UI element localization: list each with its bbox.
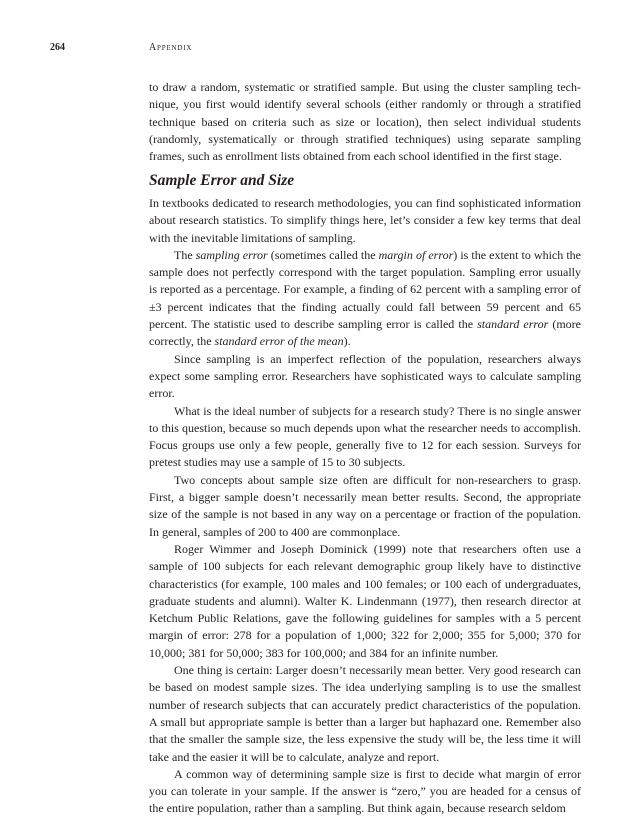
text-run: ).	[343, 334, 351, 349]
running-head	[50, 41, 603, 55]
paragraph-ideal-number: What is the ideal number of subjects for a research study? There is no single answer to this question, because so much depends upon what the researcher needs to accomplish. Focus groups use only a few people, generally five to 12 for each session. Surveys for pretest studies may use a sample of 15 to 30 subjects.	[149, 403, 581, 470]
paragraph-two-concepts: Two concepts about sample size often are difficult for non-researchers to grasp. First, a bigger sample doesn’t necessarily mean better results. Second, the appropriate size of the sample is not based in any way on a percentage or fraction of the population. In general, samples of 200 to 400 are commonplace.	[149, 472, 581, 539]
term-standard-error-of-mean: standard error of the mean	[214, 334, 344, 349]
paragraph-determining-size: A common way of determining sample size is first to decide what margin of error you can tolerate in your sample. If the answer is “zero,” you are headed for a census of the entire population, rather than a sampling. But think again, because research seldom	[149, 766, 581, 816]
paragraph-wimmer-dominick: Roger Wimmer and Joseph Dominick (1999) note that researchers often use a sample of 100 subjects for each relevant demographic group likely have to distinctive characteristics (for example, 100 males and 100 females; or 100 each of undergraduates, graduate students and alumni). Walter K. Lindenmann (1977), then research director at Ketchum Public Relations, gave the following guidelines for samples with a 5 percent margin of error: 278 for a population of 1,000; 322 for 2,000; 355 for 5,000; 370 for 10,000; 381 for 50,000; 383 for 100,000; and 384 for an infinite number.	[149, 541, 581, 660]
intro-paragraph: to draw a random, systematic or stratified sample. But using the cluster sampling technique, you first would identify several schools (either randomly or through a stratified technique based on criteria such as size or location), then select individual students (randomly, systematically or through stratified techniques) using separate sampling frames, such as enrollment lists obtained from each school identified in the first stage.	[149, 80, 581, 164]
page-number: 264	[50, 42, 65, 53]
section-heading: Sample Error and Size	[149, 172, 295, 189]
term-standard-error: standard error	[477, 317, 549, 332]
text-run: (sometimes called the	[267, 247, 379, 262]
term-sampling-error: sampling error	[195, 247, 268, 262]
running-title: Appendix	[149, 42, 193, 53]
paragraph-larger-not-better: One thing is certain: Larger doesn’t necessarily mean better. Very good research can be based on modest sample sizes. The idea underlying sampling is to use the smallest number of research subjects that can accurately predict characteristics of the population. A small but appropriate sample is better than a larger but haphazard one. Remember also that the smaller the sample size, the less expensive the study will be, the less time it will take and the easier it will be to calculate, analyze and report.	[149, 663, 581, 764]
intro-text	[149, 79, 581, 165]
paragraph-imperfect-reflection: Since sampling is an imperfect reflection of the population, researchers always expect some sampling error. Researchers have sophisticated ways to calculate sampling error.	[149, 351, 581, 401]
section-body	[149, 195, 581, 818]
paragraph-sampling-error	[149, 247, 581, 351]
text-run: (more correctly, the	[149, 317, 582, 349]
text-run: The	[174, 247, 196, 262]
term-margin-of-error: margin of error	[378, 247, 454, 262]
text-run: ) is the extent to which the sample does not perfectly correspond with the target population. Sampling error usually is reported as a percentage. For example, a finding of 62 percent with a sampling error of ±3 percent indicates that the finding actually could fall between 59 percent and 65 percent. The statistic used to describe sampling error is called the	[149, 247, 581, 332]
paragraph-key-terms: In textbooks dedicated to research methodologies, you can find sophisticated information about research statistics. To simplify things here, let’s consider a few key terms that deal with the inevitable limitations of sampling.	[149, 196, 581, 245]
